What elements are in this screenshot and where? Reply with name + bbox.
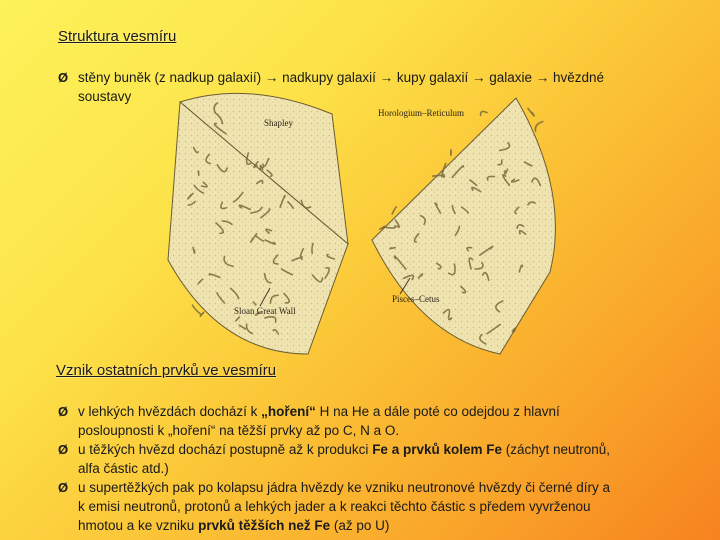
- bullet-3-line-1: u supertěžkých pak po kolapsu jádra hvězdy ke vzniku neutronové hvězdy či černé díry a: [78, 480, 611, 495]
- bullet-tezke-hvezdy: [58, 440, 698, 478]
- bullet-arrow-icon: Ø: [58, 442, 69, 457]
- bullet-line-1: stěny buněk (z nadkup galaxií) → nadkupy galaxií → kupy galaxií → galaxie → hvězdné: [78, 70, 605, 85]
- filament-stroke: [528, 108, 534, 116]
- bullet-arrow-icon: Ø: [58, 70, 69, 85]
- bullet-1-line-1a: v lehkých hvězdách dochází k: [78, 404, 262, 419]
- bullet-text: [78, 402, 560, 440]
- bullet-arrow-icon: Ø: [58, 404, 69, 419]
- label-shapley: Shapley: [264, 118, 293, 128]
- bullet-3-line-3a: hmotou a ke vzniku: [78, 518, 199, 533]
- label-horologium: Horologium–Reticulum: [378, 108, 464, 118]
- bullet-1-line-2: posloupnosti k „hoření“ na těžší prvky až po C, N a O.: [78, 423, 400, 438]
- galaxy-survey-diagram: [160, 92, 560, 357]
- filament-stroke: [449, 318, 452, 320]
- bullet-supertezke-hvezdy: [58, 478, 698, 536]
- bullet-2-line-1a: u těžkých hvězd dochází postupně až k produkci: [78, 442, 373, 457]
- bullet-2-emph: Fe a prvků kolem Fe: [372, 442, 502, 457]
- filament-stroke: [481, 111, 488, 115]
- label-pisces: Pisces–Cetus: [392, 294, 440, 304]
- bullet-line-2: soustavy: [78, 89, 132, 104]
- bullet-2-line-2: alfa částic atd.): [78, 461, 169, 476]
- bullet-2-line-1c: (záchyt neutronů,: [502, 442, 611, 457]
- heading-vznik-prvku: Vznik ostatních prvků ve vesmíru: [56, 362, 277, 379]
- bullet-3-line-3c: (až po U): [330, 518, 390, 533]
- bullet-1-line-1c: H na He a dále poté co odejdou z hlavní: [315, 404, 560, 419]
- bullet-1-emph: „hoření“: [261, 404, 316, 419]
- bullet-3-line-2: k emisi neutronů, protonů a lehkých jader a k reakci těchto částic s předem vyvrženou: [78, 499, 591, 514]
- filament-stroke: [535, 122, 542, 131]
- bullet-lehke-hvezdy: [58, 402, 698, 440]
- bullet-3-emph: prvků těžších než Fe: [198, 518, 331, 533]
- filament-stroke: [390, 248, 395, 249]
- bullet-arrow-icon: Ø: [58, 480, 69, 495]
- label-sloan: Sloan Great Wall: [234, 306, 296, 316]
- bullet-text: [78, 478, 610, 535]
- filament-stroke: [392, 207, 396, 214]
- bullet-text: [78, 440, 610, 478]
- heading-struktura-vesmiru: Struktura vesmíru: [58, 28, 177, 45]
- filament-stroke: [192, 305, 201, 314]
